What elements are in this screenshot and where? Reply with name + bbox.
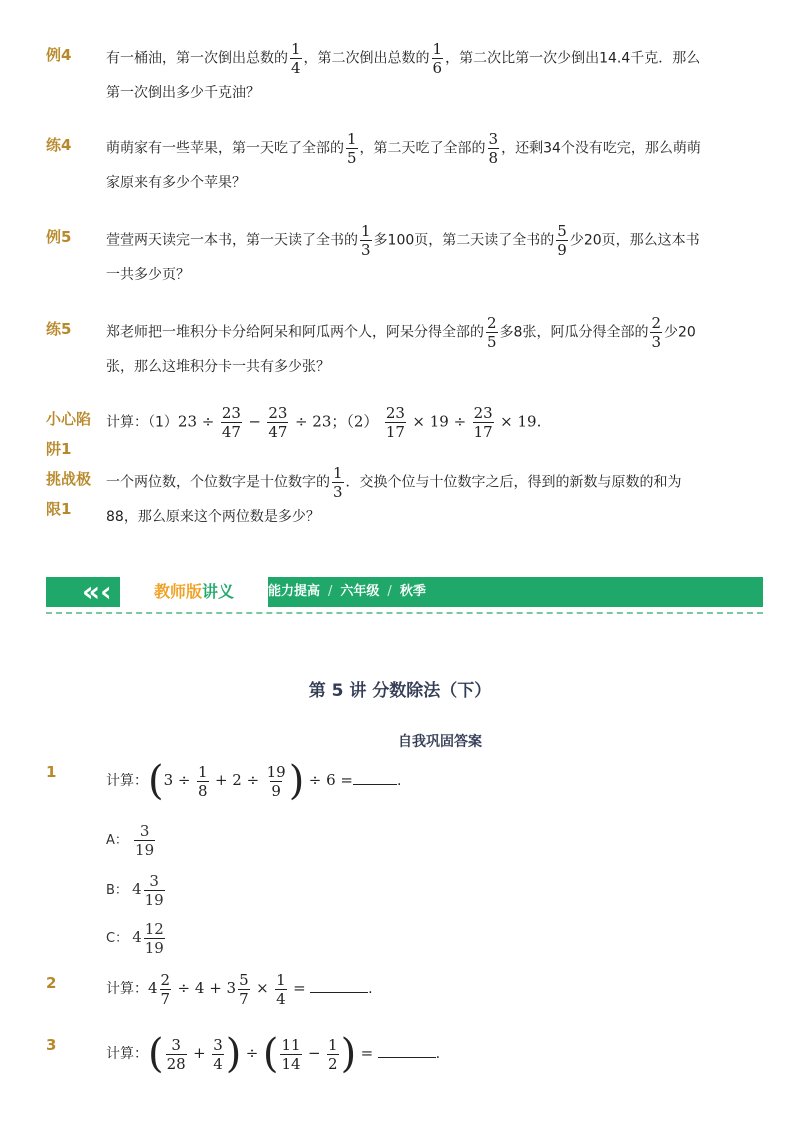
numerator: 5 <box>557 222 567 240</box>
fraction <box>267 404 288 441</box>
numerator: 3 <box>149 872 159 890</box>
denominator: 19 <box>135 841 155 859</box>
denominator: 4 <box>276 989 286 1008</box>
text-seg: 张，那么这堆积分卡一共有多少张？ <box>106 359 330 375</box>
problem-label <box>46 404 91 464</box>
numerator: 3 <box>488 130 499 148</box>
fraction <box>144 920 165 957</box>
denominator: 8 <box>488 149 499 167</box>
denominator: 6 <box>432 59 443 77</box>
math-seg: 3 ÷ <box>163 771 191 789</box>
chevrons-left-icon: «‹ <box>82 575 112 608</box>
fraction <box>488 130 500 167</box>
option-c <box>106 920 167 957</box>
text-seg: 计算： <box>106 773 148 789</box>
numerator: 23 <box>221 404 241 422</box>
question-text <box>106 757 746 804</box>
denominator: 2 <box>328 1054 338 1073</box>
paren: ) <box>288 758 305 804</box>
problem-text <box>106 464 746 534</box>
text-seg: 第一次倒出多少千克油？ <box>106 85 260 101</box>
breadcrumb-item: 秋季 <box>399 584 426 599</box>
fraction <box>650 314 662 351</box>
text-seg: ，还剩34个没有吃完，那么萌萌 <box>501 140 701 157</box>
text-seg: 计算：（1） <box>106 414 178 431</box>
denominator: 28 <box>166 1054 186 1073</box>
fraction <box>332 464 344 501</box>
numerator: 2 <box>487 314 497 332</box>
numerator: 5 <box>239 970 249 989</box>
math-seg: ÷ 4 + 3 <box>177 979 237 997</box>
fraction <box>486 314 498 351</box>
label-line: 限1 <box>46 500 72 518</box>
fraction <box>280 1036 301 1073</box>
numerator: 2 <box>160 970 171 989</box>
denominator: 9 <box>271 781 281 800</box>
math-seg: × 19 ÷ <box>412 412 467 431</box>
numerator: 3 <box>171 1035 181 1054</box>
problem-text <box>106 314 746 384</box>
denominator: 4 <box>213 1054 223 1073</box>
fraction <box>360 222 372 259</box>
fraction <box>432 40 444 77</box>
text-seg: ．交换个位与十位数字之后，得到的新数与原数的和为 <box>345 474 682 491</box>
denominator: 7 <box>160 989 171 1008</box>
question-text <box>106 1030 746 1077</box>
paren: ) <box>225 1031 242 1077</box>
fraction <box>556 222 568 259</box>
label-line: 小心陷 <box>46 410 92 428</box>
breadcrumb-item: 六年级 <box>340 584 380 599</box>
text-seg: 计算： <box>106 981 148 997</box>
fraction <box>290 40 302 77</box>
math-seg: ÷ 6 = <box>308 771 353 789</box>
numerator: 12 <box>144 920 164 938</box>
numerator: 1 <box>328 1035 338 1054</box>
whole-part: 4 <box>132 880 142 898</box>
text-seg: . <box>368 981 373 997</box>
fraction <box>160 971 172 1008</box>
denominator: 3 <box>651 333 662 351</box>
denominator: 7 <box>239 989 249 1008</box>
option-a <box>106 822 157 859</box>
denominator: 14 <box>281 1054 301 1073</box>
numerator: 19 <box>266 762 286 781</box>
problem-label: 例5 <box>46 228 72 246</box>
numerator: 3 <box>139 822 150 840</box>
math-seg: − <box>248 412 261 431</box>
problem-label: 练5 <box>46 320 72 338</box>
denominator: 8 <box>197 781 208 800</box>
numerator: 1 <box>197 762 208 781</box>
banner-title-b: 讲义 <box>202 582 235 601</box>
math-seg: × 19. <box>500 412 542 431</box>
math-seg: + <box>193 1044 206 1062</box>
text-seg: 88，那么原来这个两位数是多少？ <box>106 509 320 525</box>
breadcrumb-sep: / <box>387 584 392 599</box>
text-seg: 一共多少页？ <box>106 267 190 283</box>
text-seg: 一个两位数，个位数字是十位数字的 <box>106 474 330 491</box>
breadcrumb <box>268 577 426 607</box>
denominator: 5 <box>487 333 497 351</box>
text-seg: ，第二天吃了全部的 <box>359 140 486 157</box>
denominator: 4 <box>291 59 301 77</box>
math-seg: = <box>293 979 306 997</box>
fraction <box>473 404 494 441</box>
text-seg: ，第二次倒出总数的 <box>303 50 430 67</box>
denominator: 47 <box>268 423 288 441</box>
option-key: C： <box>106 931 129 946</box>
option-key: B： <box>106 883 128 898</box>
option-key: A： <box>106 833 128 848</box>
fraction <box>166 1036 187 1073</box>
whole-part: 4 <box>148 979 158 997</box>
question-number: 1 <box>46 763 57 781</box>
math-seg: 23 ÷ <box>177 412 215 431</box>
problem-label: 练4 <box>46 136 72 154</box>
text-seg: . <box>435 1046 441 1062</box>
divider <box>46 612 763 614</box>
numerator: 1 <box>291 40 301 58</box>
problem-text <box>106 404 746 441</box>
text-seg: 少20 <box>664 324 696 341</box>
question-number: 2 <box>46 974 57 992</box>
text-seg: ，第二次比第一次少倒出14.4千克．那么 <box>445 50 701 67</box>
numerator: 23 <box>473 404 493 422</box>
numerator: 1 <box>347 130 357 148</box>
text-seg: 多100页，第二天读了全书的 <box>373 232 555 249</box>
denominator: 17 <box>473 423 493 441</box>
numerator: 3 <box>213 1035 223 1054</box>
fraction <box>266 763 287 800</box>
numerator: 1 <box>361 222 371 240</box>
fraction <box>144 872 165 909</box>
numerator: 1 <box>432 40 443 58</box>
section-banner <box>46 577 763 607</box>
answers-title: 自我巩固答案 <box>398 734 482 750</box>
paren: ) <box>340 1031 357 1077</box>
denominator: 9 <box>557 241 567 259</box>
denominator: 19 <box>144 939 164 957</box>
numerator: 1 <box>276 970 286 989</box>
math-seg: ÷ 23；（2） <box>294 412 379 431</box>
fraction <box>346 130 358 167</box>
fraction <box>238 971 250 1008</box>
fraction <box>221 404 242 441</box>
math-seg: = <box>360 1044 374 1062</box>
paren: ( <box>262 1031 279 1077</box>
fraction <box>385 404 406 441</box>
label-line: 挑战极 <box>46 470 92 488</box>
problem-label: 例4 <box>46 46 72 64</box>
problem-text <box>106 130 746 200</box>
chevrons-right-icon: ›» <box>232 575 262 608</box>
text-seg: 少20页，那么这本书 <box>569 232 700 249</box>
denominator: 47 <box>221 423 241 441</box>
numerator: 1 <box>333 464 343 482</box>
label-line: 阱1 <box>46 440 72 458</box>
fraction <box>327 1036 339 1073</box>
text-seg: 郑老师把一堆积分卡分给阿呆和阿瓜两个人，阿呆分得全部的 <box>106 324 484 341</box>
breadcrumb-sep: / <box>328 584 333 599</box>
text-seg: . <box>397 773 402 789</box>
fraction <box>275 971 287 1008</box>
numerator: 23 <box>385 404 405 422</box>
paren: ( <box>148 1031 164 1077</box>
text-seg: 萱萱两天读完一本书，第一天读了全书的 <box>106 232 358 249</box>
fraction <box>197 763 209 800</box>
denominator: 19 <box>144 891 164 909</box>
math-seg: ÷ <box>245 1044 259 1062</box>
whole-part: 4 <box>132 928 142 946</box>
denominator: 5 <box>347 149 357 167</box>
lecture-title: 第 5 讲 分数除法（下） <box>308 681 492 701</box>
option-b <box>106 872 167 909</box>
text-seg: 萌萌家有一些苹果，第一天吃了全部的 <box>106 140 344 157</box>
numerator: 23 <box>268 404 288 422</box>
answer-blank <box>378 1057 436 1058</box>
text-seg: 家原来有多少个苹果？ <box>106 175 246 191</box>
text-seg: 有一桶油，第一次倒出总数的 <box>106 50 288 67</box>
denominator: 3 <box>361 241 371 259</box>
problem-text <box>106 40 746 110</box>
numerator: 11 <box>281 1035 301 1054</box>
math-seg: + 2 ÷ <box>214 771 260 789</box>
banner-title-a: 教师版 <box>153 582 202 601</box>
denominator: 17 <box>385 423 405 441</box>
math-seg: × <box>256 979 269 997</box>
question-number: 3 <box>46 1036 57 1054</box>
numerator: 2 <box>651 314 662 332</box>
math-seg: − <box>307 1044 321 1062</box>
paren: ( <box>148 758 164 804</box>
breadcrumb-item: 能力提高 <box>268 584 321 599</box>
denominator: 3 <box>333 483 343 501</box>
problem-text <box>106 222 746 292</box>
answer-blank <box>353 784 397 785</box>
answer-blank <box>310 992 368 993</box>
question-text <box>106 968 746 1009</box>
text-seg: 计算： <box>106 1046 148 1062</box>
text-seg: 多8张，阿瓜分得全部的 <box>499 324 649 341</box>
fraction <box>212 1036 224 1073</box>
problem-label <box>46 464 91 524</box>
fraction <box>134 822 155 859</box>
